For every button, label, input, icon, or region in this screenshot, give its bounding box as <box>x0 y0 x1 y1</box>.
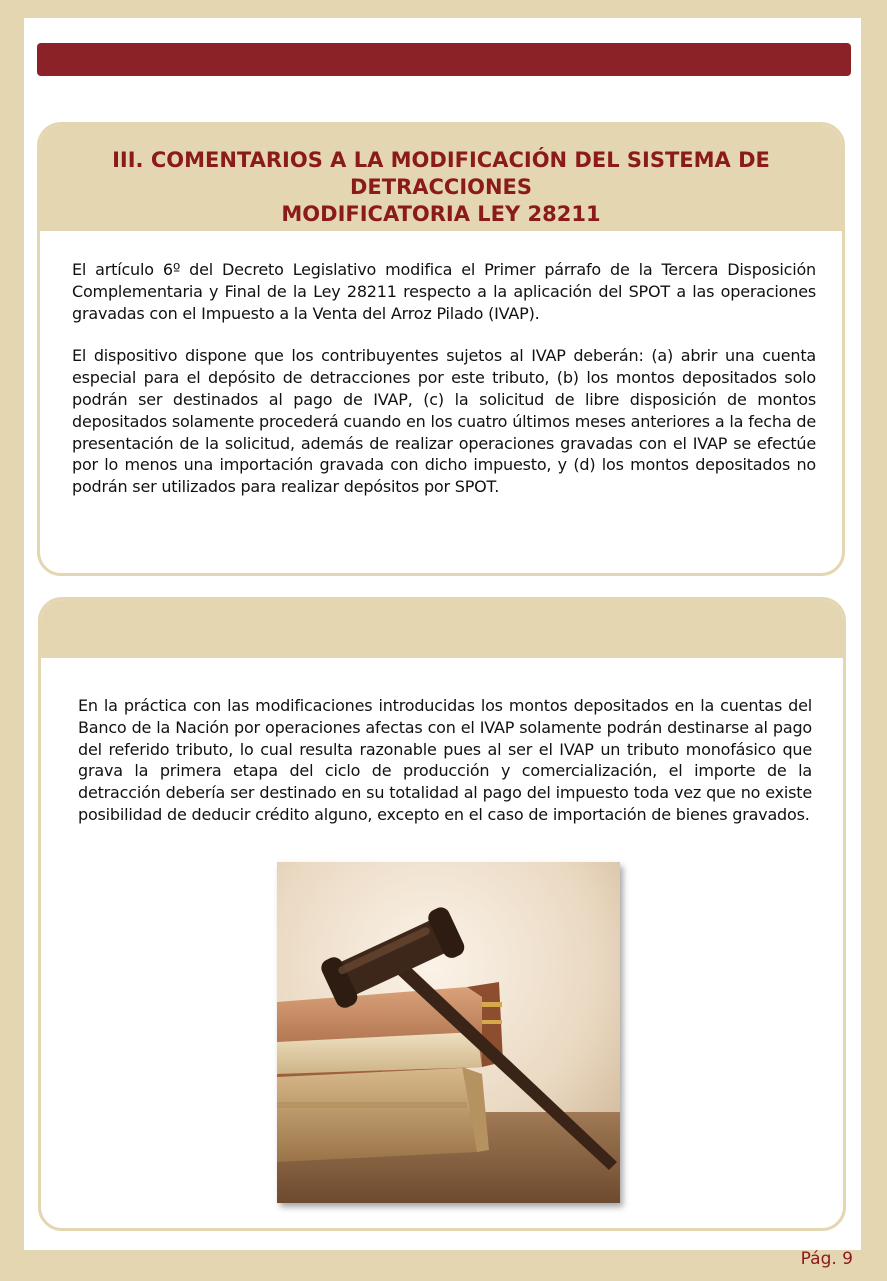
paragraph-ivap-requirements: El dispositivo dispone que los contribuyentes sujetos al IVAP deberán: (a) abrir una cuenta especial para el depósito de detracciones por este tributo, (b) los montos depositados solo podrán ser destinados al pago de IVAP, (c) la solicitud de libre disposición de montos depositados solamente procederá cuando en los cuatro últimos meses anteriores a la fecha de presentación de la solicitud, además de realizar operaciones gravadas con el IVAP se efectúe por lo menos una importación gravada con dicho impuesto, y (d) los montos depositados no podrán ser utilizados para realizar depósitos por SPOT. <box>72 346 816 497</box>
section-title-line-3: MODIFICATORIA LEY 28211 <box>281 202 601 226</box>
gavel-and-books-photo <box>277 862 620 1203</box>
section-title-line-2: DETRACCIONES <box>349 175 533 199</box>
section-body <box>72 259 816 498</box>
page-number: Pág. 9 <box>800 1249 853 1269</box>
lower-book <box>277 1067 477 1162</box>
section-title <box>40 147 842 228</box>
paragraph-article-6: El artículo 6º del Decreto Legislativo modifica el Primer párrafo de la Tercera Disposición Complementaria y Final de la Ley 28211 respecto a la aplicación del SPOT a las operaciones gravadas con el Impuesto a la Venta del Arroz Pilado (IVAP). <box>72 260 816 323</box>
section-header <box>40 125 842 231</box>
top-banner <box>37 43 851 76</box>
section-title-line-1: III. COMENTARIOS A LA MODIFICACIÓN DEL SISTEMA DE <box>112 148 770 172</box>
commentary-section <box>37 122 845 576</box>
section-body <box>78 695 812 826</box>
section-header-empty <box>41 600 843 658</box>
paragraph-practice: En la práctica con las modificaciones introducidas los montos depositados en la cuentas del Banco de la Nación por operaciones afectas con el IVAP solamente podrán destinarse al pago del referido tributo, lo cual resulta razonable pues al ser el IVAP un tributo monofásico que grava la primera etapa del ciclo de producción y comercialización, el importe de la detracción debería ser destinado en su totalidad al pago del impuesto toda vez que no existe posibilidad de deducir crédito alguno, excepto en el caso de importación de bienes gravados. <box>78 696 812 824</box>
